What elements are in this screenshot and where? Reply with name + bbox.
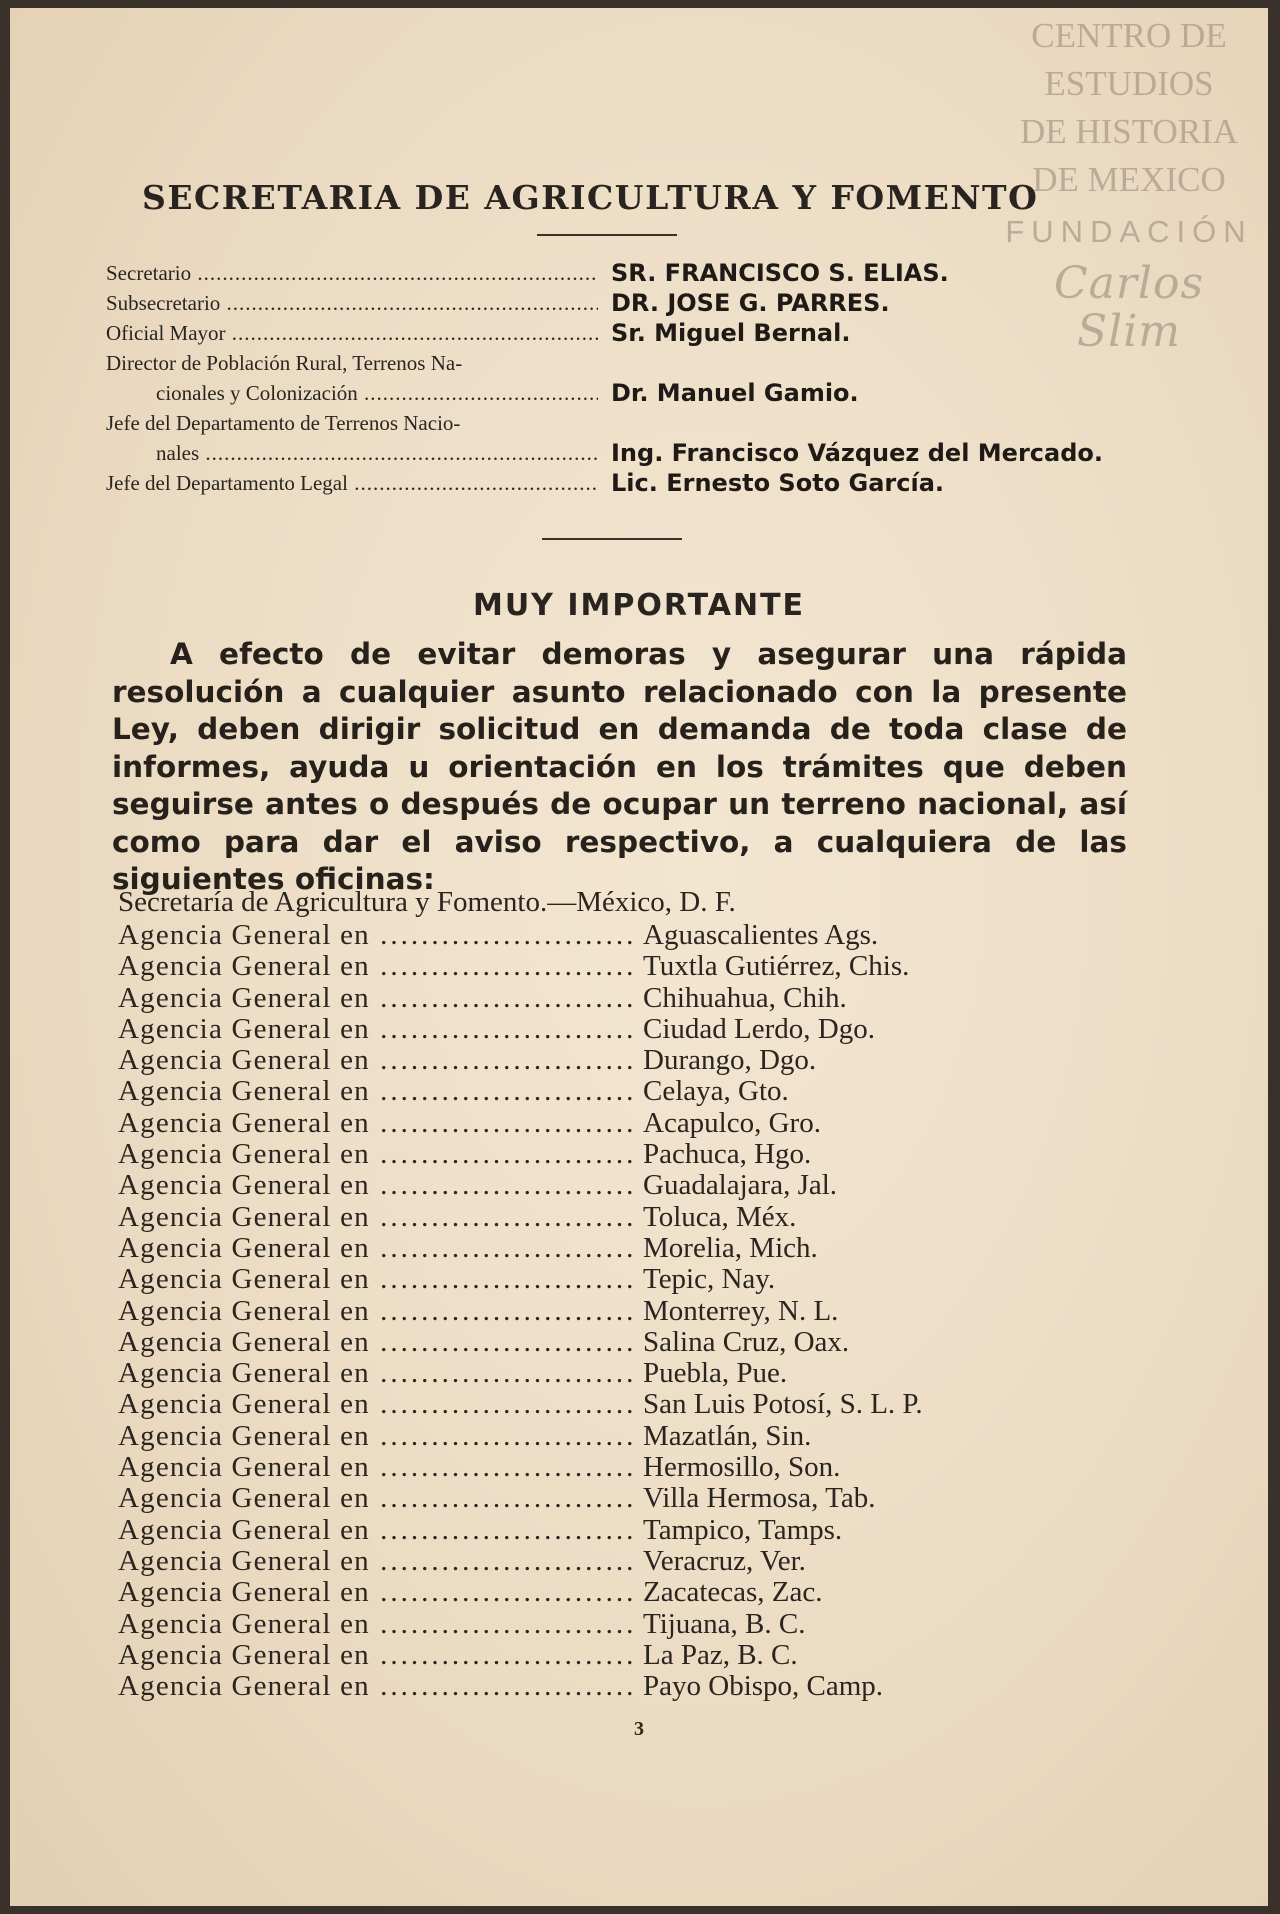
- official-title: Secretario .....: [106, 258, 598, 288]
- agency-row: [118, 1264, 1178, 1295]
- official-title: cionales y Colonización .....: [156, 378, 598, 408]
- agency-location: Veracruz, Ver.: [643, 1544, 806, 1577]
- agency-label: Agencia General en .....: [118, 1076, 633, 1107]
- watermark-line: ESTUDIOS: [1044, 64, 1214, 103]
- official-row: [106, 258, 1186, 288]
- agency-location: Aguascalientes Ags.: [643, 919, 879, 951]
- agency-row: [118, 1233, 1178, 1264]
- agency-location: Toluca, Méx.: [643, 1200, 797, 1233]
- agency-row: [118, 1515, 1178, 1546]
- agency-row: [118, 951, 1178, 982]
- agency-label: Agencia General en .....: [118, 1452, 633, 1483]
- agency-row: [118, 1076, 1178, 1107]
- agency-location: Morelia, Mich.: [643, 1231, 818, 1264]
- watermark-fundacion: FUNDACIÓN: [1005, 214, 1253, 249]
- agency-row: [118, 1327, 1178, 1358]
- agency-label: Agencia General en .....: [118, 983, 633, 1014]
- agency-label: Agencia General en .....: [118, 920, 633, 951]
- official-title: nales .....: [156, 438, 598, 468]
- official-name: Sr. Miguel Bernal.: [611, 319, 851, 347]
- official-name: SR. FRANCISCO S. ELIAS.: [611, 259, 949, 287]
- agency-label: Agencia General en .....: [118, 1264, 633, 1295]
- notice-body: [112, 636, 1127, 899]
- agency-location: San Luis Potosí, S. L. P.: [643, 1388, 923, 1421]
- notice-text: A efecto de evitar demoras y asegurar una rápida resolución a cualquier asunto relacionado con la presente Ley, deben dirigir solicitud en demanda de toda clase de informes, ayuda u orientación en los trámites que deben seguirse antes o después de ocupar un terreno nacional, así como para dar el aviso respectivo, a cualquiera de las siguientes oficinas:: [112, 637, 1127, 896]
- official-title: Subsecretario .....: [106, 288, 598, 318]
- agency-row: [118, 1170, 1178, 1201]
- official-title: Jefe del Departamento Legal .....: [106, 468, 598, 498]
- agency-location: Payo Obispo, Camp.: [643, 1670, 884, 1703]
- agency-location: Villa Hermosa, Tab.: [643, 1482, 876, 1515]
- agency-location: Tepic, Nay.: [643, 1263, 776, 1296]
- official-title-line: Director de Población Rural, Terrenos Na-: [106, 351, 463, 375]
- divider: [542, 538, 682, 540]
- agency-label: Agencia General en .....: [118, 1170, 633, 1201]
- agency-location: Puebla, Pue.: [643, 1357, 788, 1390]
- agency-location: Tampico, Tamps.: [643, 1513, 843, 1546]
- agency-location: Chihuahua, Chih.: [643, 981, 847, 1014]
- offices-list: [118, 884, 1178, 1702]
- page-title: SECRETARIA DE AGRICULTURA Y FOMENTO: [142, 178, 1039, 217]
- agency-location: Acapulco, Gro.: [643, 1106, 821, 1139]
- agency-label: Agencia General en .....: [118, 1296, 633, 1327]
- agency-label: Agencia General en .....: [118, 1327, 633, 1358]
- agency-location: Hermosillo, Son.: [643, 1451, 841, 1484]
- agency-location: Zacatecas, Zac.: [643, 1576, 823, 1609]
- agency-row: [118, 1108, 1178, 1139]
- agency-label: Agencia General en .....: [118, 951, 633, 982]
- page-number: 3: [634, 1718, 644, 1740]
- agency-label: Agencia General en .....: [118, 1515, 633, 1546]
- agency-location: Salina Cruz, Oax.: [643, 1325, 850, 1358]
- document-page: [10, 8, 1268, 1906]
- agency-label: Agencia General en .....: [118, 1233, 633, 1264]
- officials-list: [106, 258, 1186, 498]
- agency-row: [118, 1483, 1178, 1514]
- agency-label: Agencia General en .....: [118, 1014, 633, 1045]
- agency-row: [118, 1014, 1178, 1045]
- agency-location: Durango, Dgo.: [643, 1044, 817, 1077]
- agency-label: Agencia General en .....: [118, 1389, 633, 1420]
- agency-label: Agencia General en .....: [118, 1671, 633, 1702]
- agency-location: Tijuana, B. C.: [643, 1607, 806, 1640]
- official-title: Oficial Mayor .....: [106, 318, 598, 348]
- agency-location: Guadalajara, Jal.: [643, 1169, 838, 1202]
- official-name: Ing. Francisco Vázquez del Mercado.: [611, 439, 1103, 467]
- agency-location: Ciudad Lerdo, Dgo.: [643, 1012, 875, 1045]
- agency-row: [118, 1452, 1178, 1483]
- official-row: [106, 378, 1186, 408]
- agency-row: [118, 1202, 1178, 1233]
- agency-label: Agencia General en .....: [118, 1483, 633, 1514]
- divider: [537, 234, 677, 236]
- watermark-line: DE HISTORIA: [1019, 112, 1239, 151]
- agency-list: [118, 920, 1178, 1702]
- agency-row: [118, 1421, 1178, 1452]
- agency-location: Pachuca, Hgo.: [643, 1138, 812, 1171]
- watermark-signature: Carlos Slim: [1053, 258, 1205, 357]
- agency-row: [118, 1139, 1178, 1170]
- official-row: [106, 468, 1186, 498]
- agency-label: Agencia General en .....: [118, 1139, 633, 1170]
- official-name: DR. JOSE G. PARRES.: [611, 289, 890, 317]
- notice-heading: MUY IMPORTANTE: [472, 588, 806, 623]
- agency-row: [118, 1671, 1178, 1702]
- agency-location: La Paz, B. C.: [643, 1638, 798, 1671]
- agency-label: Agencia General en .....: [118, 1202, 633, 1233]
- agency-label: Agencia General en .....: [118, 1045, 633, 1076]
- main-office: Secretaría de Agricultura y Fomento.—México, D. F.: [118, 886, 736, 918]
- agency-label: Agencia General en .....: [118, 1640, 633, 1671]
- agency-location: Mazatlán, Sin.: [643, 1419, 812, 1452]
- official-name: Lic. Ernesto Soto García.: [611, 469, 944, 497]
- agency-label: Agencia General en .....: [118, 1577, 633, 1608]
- official-row: [106, 318, 1186, 348]
- agency-row: [118, 1358, 1178, 1389]
- agency-location: Celaya, Gto.: [643, 1075, 789, 1108]
- agency-label: Agencia General en .....: [118, 1421, 633, 1452]
- official-row: [106, 288, 1186, 318]
- agency-label: Agencia General en .....: [118, 1546, 633, 1577]
- official-row: [106, 438, 1186, 468]
- agency-row: [118, 983, 1178, 1014]
- agency-row: [118, 1045, 1178, 1076]
- agency-row: [118, 1546, 1178, 1577]
- agency-location: Monterrey, N. L.: [643, 1294, 839, 1327]
- agency-label: Agencia General en .....: [118, 1358, 633, 1389]
- agency-location: Tuxtla Gutiérrez, Chis.: [643, 950, 910, 983]
- agency-label: Agencia General en .....: [118, 1108, 633, 1139]
- agency-row: [118, 1640, 1178, 1671]
- agency-row: [118, 920, 1178, 951]
- agency-row: [118, 1577, 1178, 1608]
- watermark-line: DE MEXICO: [1032, 160, 1226, 199]
- agency-label: Agencia General en .....: [118, 1609, 633, 1640]
- agency-row: [118, 1296, 1178, 1327]
- official-title-line: Jefe del Departamento de Terrenos Nacio-: [106, 411, 461, 435]
- official-name: Dr. Manuel Gamio.: [611, 379, 859, 407]
- agency-row: [118, 1609, 1178, 1640]
- agency-row: [118, 1389, 1178, 1420]
- watermark-line: CENTRO DE: [1031, 16, 1227, 55]
